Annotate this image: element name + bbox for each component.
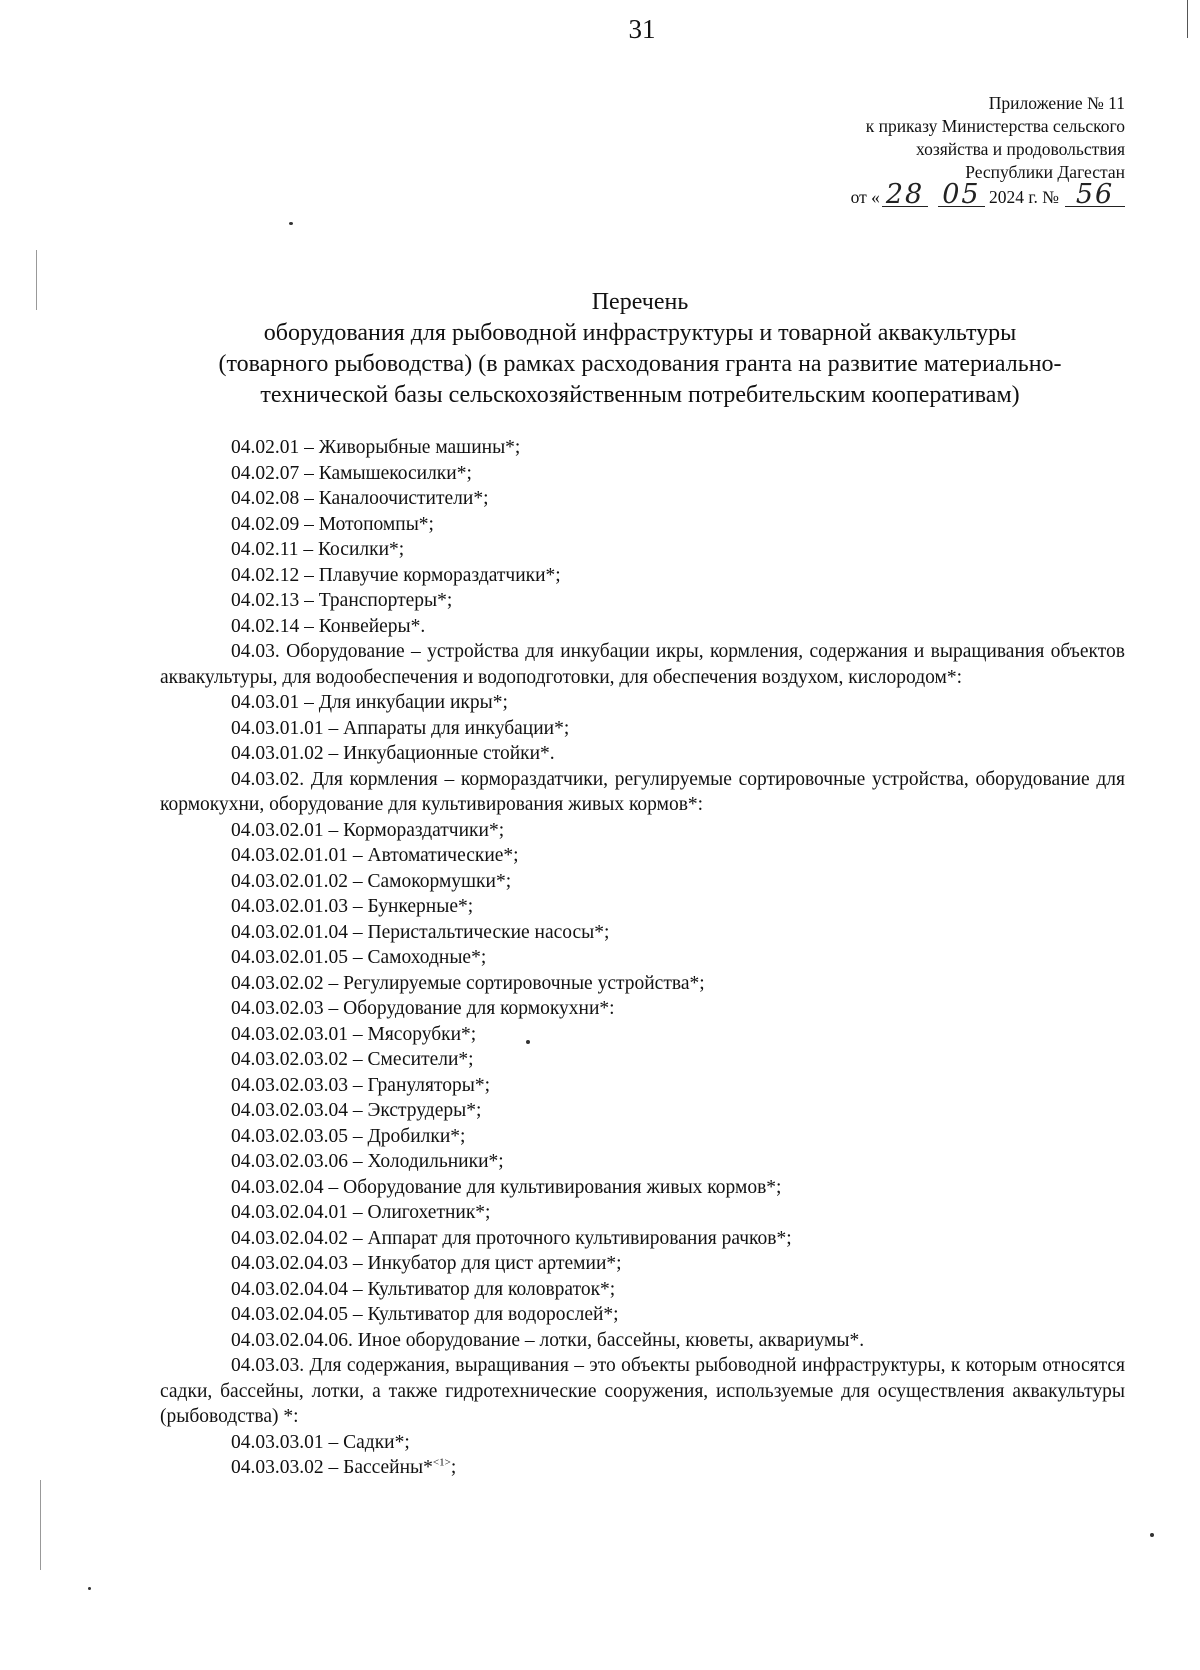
section-paragraph (160, 1353, 1125, 1430)
list-item-text: 04.03.02.04.02 – Аппарат для проточного культивирования рачков*; (231, 1227, 792, 1249)
list-item (160, 1098, 1125, 1124)
appendix-line: Приложение № 11 (988, 93, 1125, 113)
list-item-text: 04.03.02.01.05 – Самоходные*; (231, 947, 487, 968)
list-item-text: 04.03.02.01.03 – Бункерные*; (231, 896, 474, 917)
scan-edge-mark (36, 250, 37, 310)
list-item (160, 461, 1125, 487)
scan-speck (88, 1587, 91, 1590)
scan-speck (1150, 1533, 1154, 1537)
list-item (160, 1175, 1125, 1201)
list-item-text: 04.03.02.04.06. Иное оборудование – лотки, бассейны, кюветы, аквариумы*. (231, 1329, 865, 1351)
title-heading: Перечень (591, 289, 689, 315)
order-date-line (665, 179, 1125, 210)
list-item-text: 04.03.02.04 – Оборудование для культивирования живых кормов*; (231, 1176, 782, 1198)
list-item (160, 512, 1125, 538)
list-item-text: 04.02.08 – Каналоочистители*; (231, 488, 489, 509)
list-item-text: 04.03.02.03.03 – Грануляторы*; (231, 1074, 491, 1096)
list-item (160, 920, 1125, 946)
list-item-text: 04.03.02.02 – Регулируемые сортировочные устройства*; (231, 972, 705, 994)
appendix-line: хозяйства и продовольствия (916, 139, 1125, 159)
list-item-text: 04.03.03.01 – Садки*; (231, 1431, 410, 1453)
list-item-text: 04.03.02.01 – Кормораздатчики*; (231, 819, 505, 841)
list-item (160, 563, 1125, 589)
section-paragraph (160, 767, 1125, 818)
list-item-text: 04.03.01.02 – Инкубационные стойки*. (231, 743, 555, 764)
list-item (160, 716, 1125, 742)
list-item (160, 996, 1125, 1022)
list-item-text: 04.03.02.03.05 – Дробилки*; (231, 1125, 466, 1147)
list-item-text: 04.02.07 – Камышекосилки*; (231, 462, 472, 484)
list-item (160, 1328, 1125, 1354)
list-item-text: 04.02.14 – Конвейеры*. (231, 615, 426, 637)
list-item (160, 1226, 1125, 1252)
list-item-text: 04.03.02.01.01 – Автоматические*; (231, 845, 519, 866)
list-item-text: 04.03.02. Для кормления – кормораздатчики, регулируемые сортировочные устройства, оборудование для кормокухни, оборудование для культивирования живых кормов*: (160, 768, 1125, 815)
order-number-handwritten: 56 (1065, 184, 1125, 207)
appendix-line: Республики Дагестан (965, 162, 1125, 182)
list-item (160, 1022, 1125, 1048)
list-item (160, 945, 1125, 971)
list-item (160, 614, 1125, 640)
equipment-list (160, 435, 1125, 1481)
list-item (160, 869, 1125, 895)
document-title (150, 287, 1130, 411)
list-item-text: 04.03.02.03.01 – Мясорубки*; (231, 1023, 477, 1045)
scan-speck (289, 222, 293, 225)
list-item-text: 04.03.02.03 – Оборудование для кормокухни*: (231, 998, 615, 1019)
list-item (160, 971, 1125, 997)
appendix-line: к приказу Министерства сельского (865, 116, 1125, 136)
list-item (160, 741, 1125, 767)
footnote-marker: <1> (432, 1456, 451, 1469)
list-item-text: 04.02.09 – Мотопомпы*; (231, 513, 434, 535)
list-item (160, 1277, 1125, 1303)
list-item-text: 04.03.02.03.02 – Смесители*; (231, 1049, 474, 1070)
list-item-text: 04.03.02.03.04 – Экструдеры*; (231, 1100, 482, 1121)
list-item (160, 894, 1125, 920)
list-item-text: 04.03.02.04.04 – Культиватор для коловраток*; (231, 1278, 616, 1300)
title-subtitle-line: технической базы сельскохозяйственным потребительским кооперативам) (260, 382, 1020, 408)
list-item-text: 04.03.02.03.06 – Холодильники*; (231, 1151, 504, 1172)
list-item-text: 04.02.01 – Живорыбные машины*; (231, 437, 521, 458)
list-item-text: 04.03.02.04.05 – Культиватор для водорослей*; (231, 1304, 619, 1325)
page-number: 31 (628, 14, 656, 44)
list-item (160, 588, 1125, 614)
list-item-text: 04.03.01 – Для инкубации икры*; (231, 692, 508, 713)
list-item-text: 04.03.02.01.02 – Самокормушки*; (231, 870, 512, 892)
title-subtitle-line: (товарного рыбоводства) (в рамках расходования гранта на развитие материально- (218, 351, 1062, 377)
list-item (160, 1251, 1125, 1277)
list-item-text: 04.03.02.01.04 – Перистальтические насосы*; (231, 921, 610, 943)
list-item (160, 1047, 1125, 1073)
title-subtitle-line: оборудования для рыбоводной инфраструктуры и товарной аквакультуры (263, 320, 1017, 346)
list-item (160, 1455, 1125, 1481)
list-item-text: 04.03. Оборудование – устройства для инкубации икры, кормления, содержания и выращивания объектов аквакультуры, для водообеспечения и водоподготовки, для обеспечения воздухом, кислородом*: (160, 641, 1125, 688)
list-item-text: 04.03.02.04.01 – Олигохетник*; (231, 1202, 491, 1223)
list-item (160, 1200, 1125, 1226)
list-item-text: 04.02.11 – Косилки*; (231, 539, 405, 560)
list-item (160, 818, 1125, 844)
list-item-text: 04.03.03.02 – Бассейны* (231, 1457, 433, 1478)
date-month-handwritten: 05 (938, 184, 984, 207)
scan-edge-mark (40, 1480, 41, 1570)
section-paragraph (160, 639, 1125, 690)
list-item (160, 843, 1125, 869)
list-item (160, 690, 1125, 716)
date-day-handwritten: 28 (882, 184, 928, 207)
list-item (160, 1149, 1125, 1175)
list-item (160, 486, 1125, 512)
list-item-suffix: ; (450, 1457, 457, 1478)
list-item (160, 1073, 1125, 1099)
list-item-text: 04.03.01.01 – Аппараты для инкубации*; (231, 717, 570, 739)
list-item-text: 04.03.02.04.03 – Инкубатор для цист артемии*; (231, 1253, 622, 1274)
list-item (160, 1302, 1125, 1328)
list-item (160, 1124, 1125, 1150)
list-item (160, 435, 1125, 461)
list-item (160, 537, 1125, 563)
list-item-text: 04.02.12 – Плавучие кормораздатчики*; (231, 564, 561, 586)
appendix-header (665, 92, 1125, 209)
date-year: 2024 г. № (988, 187, 1059, 207)
date-prefix: от « (850, 187, 880, 207)
list-item (160, 1430, 1125, 1456)
list-item-text: 04.03.03. Для содержания, выращивания – это объекты рыбоводной инфраструктуры, к которым относятся садки, бассейны, лотки, а также гидротехнические сооружения, используемые для осуществления аквакультуры (рыбоводства) *: (160, 1355, 1125, 1427)
list-item-text: 04.02.13 – Транспортеры*; (231, 590, 453, 611)
